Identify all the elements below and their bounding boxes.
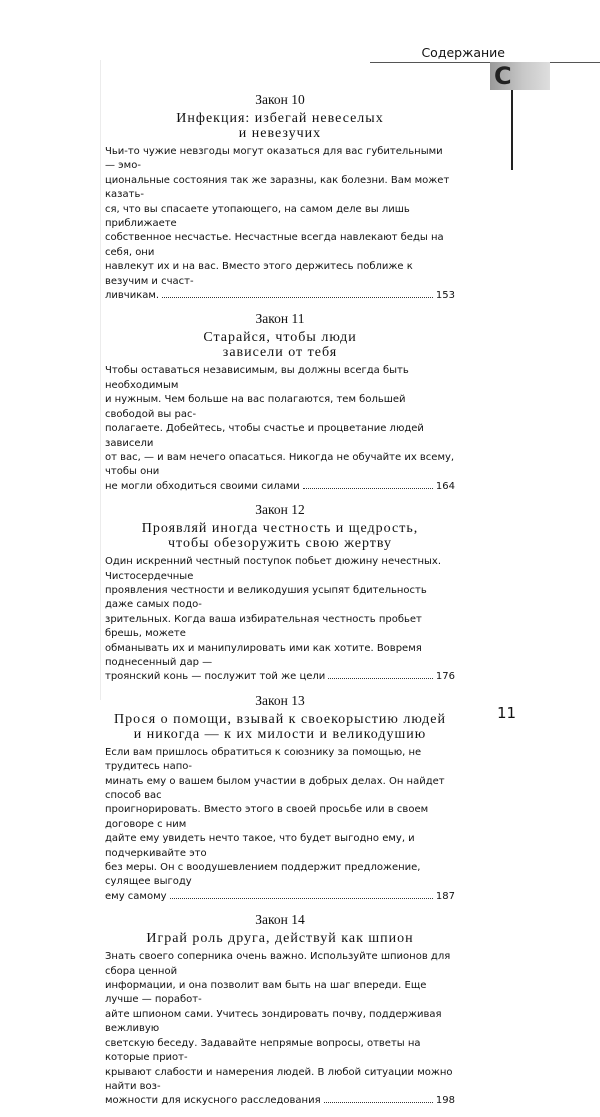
toc-content	[105, 92, 455, 1117]
law-text-line: от вас, — и вам нечего опасаться. Никогда не обучайте их всему, чтобы они	[105, 451, 455, 478]
law-title-line: Инфекция: избегай невеселых	[176, 111, 384, 126]
law-text-line: проявления честности и великодушия усыпят бдительность даже самых подо-	[105, 584, 427, 611]
law-title-line: и невезучих	[238, 126, 322, 141]
section-title: Содержание	[421, 45, 505, 60]
section-tab-letter: С	[494, 62, 512, 90]
dot-leader	[162, 297, 433, 298]
header-rule	[370, 62, 600, 63]
law-text-line: Знать своего соперника очень важно. Используйте шпионов для сбора ценной	[105, 951, 451, 977]
law-text-line: без меры. Он с воодушевлением поддержит предложение, сулящее выгоду	[105, 862, 421, 888]
dot-leader	[328, 678, 433, 679]
side-rule	[511, 90, 513, 170]
law-text-line: полагаете. Добейтесь, чтобы счастье и процветание людей зависели	[105, 423, 424, 449]
law-title-line: Проявляй иногда честность и щедрость,	[141, 521, 419, 537]
running-header	[340, 43, 590, 63]
law-text-line: проигнорировать. Вместо этого в своей просьбе или в своем договоре с ним	[105, 804, 429, 830]
law-text-line: обманывать их и манипулировать ими как хотите. Вовремя поднесенный дар —	[105, 642, 422, 668]
law-text-line: Чьи-то чужие невзгоды могут оказаться для вас губительными — эмо-	[105, 146, 443, 172]
law-text-line: светскую беседу. Задавайте непрямые вопросы, ответы на которые приот-	[105, 1037, 421, 1064]
law-title	[105, 111, 455, 141]
law-entry-10	[105, 92, 455, 303]
law-text-line: навлекут их и на вас. Вместо этого держитесь поближе к везучим и счаст-	[105, 261, 413, 287]
law-title-line: чтобы обезоружить свою жертву	[167, 536, 393, 552]
law-entry-13	[105, 693, 455, 904]
law-page-ref[interactable]	[105, 1094, 455, 1108]
law-text-line: зрительных. Когда ваша избирательная честность пробьет брешь, можете	[105, 613, 422, 640]
law-summary	[105, 746, 455, 890]
law-last-line: можности для искусного расследования	[105, 1095, 321, 1107]
page-ref-number: 153	[435, 290, 455, 302]
law-title	[105, 712, 455, 742]
law-last-line: ливчикам.	[105, 290, 160, 302]
law-text-line: Один искренний честный поступок побьет дюжину нечестных. Чистосердечные	[105, 556, 442, 582]
law-text-line: айте шпионом сами. Учитесь зондировать почву, поддерживая вежливую	[105, 1008, 442, 1035]
law-number: Закон 13	[255, 692, 305, 708]
law-text-line: информации, и она позволит вам быть на шаг впереди. Еще лучше — поработ-	[105, 980, 427, 1006]
law-page-ref[interactable]	[105, 890, 455, 904]
law-number: Закон 14	[255, 912, 305, 928]
law-text-line: и нужным. Чем больше на вас полагаются, тем большей свободой вы рас-	[105, 394, 406, 420]
law-text-line: собственное несчастье. Несчастные всегда навлекают беды на себя, они	[105, 232, 444, 258]
law-last-line: троянский конь — послужит той же цели	[105, 671, 326, 683]
law-text-line: Если вам пришлось обратиться к союзнику за помощью, не трудитесь напо-	[105, 746, 422, 773]
law-last-line: не могли обходиться своими силами	[105, 480, 300, 492]
law-title	[105, 521, 455, 551]
law-title-line: Старайся, чтобы люди	[203, 330, 357, 346]
law-title-line: Играй роль друга, действуй как шпион	[146, 931, 414, 947]
law-text-line: циональные состояния так же заразны, как болезни. Вам может казать-	[105, 174, 450, 201]
dot-leader	[324, 1102, 433, 1103]
law-number: Закон 10	[255, 92, 305, 107]
law-summary	[105, 364, 455, 479]
law-summary	[105, 145, 455, 289]
law-text-line: дайте ему увидеть нечто такое, что будет выгодно ему, и подчеркивайте это	[105, 833, 415, 859]
law-title	[105, 330, 455, 360]
law-title-line: и никогда — к их милости и великодушию	[133, 726, 427, 742]
page-ref-number: 187	[435, 890, 455, 902]
page-ref-number: 176	[435, 671, 455, 683]
law-last-line: ему самому	[105, 890, 167, 902]
section-tab	[490, 62, 550, 90]
law-entry-14	[105, 912, 455, 1108]
page-number: 11	[497, 704, 517, 722]
law-page-ref[interactable]	[105, 480, 455, 494]
law-entry-11	[105, 311, 455, 494]
law-title-line: зависели от тебя	[222, 345, 338, 361]
law-number: Закон 11	[255, 311, 305, 327]
page-ref-number: 164	[435, 480, 455, 492]
law-page-ref[interactable]	[105, 670, 455, 684]
law-page-ref[interactable]	[105, 289, 455, 303]
law-text-line: Чтобы оставаться независимым, вы должны всегда быть необходимым	[105, 365, 409, 391]
law-text-line: минать ему о вашем былом участии в добрых делах. Он найдет способ вас	[105, 775, 445, 801]
law-text-line: крывают слабости и намерения людей. В любой ситуации можно найти воз-	[105, 1066, 453, 1092]
page-ref-number: 198	[435, 1095, 455, 1107]
page-margin-line	[100, 60, 101, 700]
law-title	[105, 931, 455, 946]
dot-leader	[303, 488, 433, 489]
law-text-line: ся, что вы спасаете утопающего, на самом деле вы лишь приближаете	[105, 203, 410, 230]
law-summary	[105, 555, 455, 670]
law-entry-12	[105, 502, 455, 685]
law-number: Закон 12	[255, 502, 305, 518]
law-summary	[105, 950, 455, 1094]
law-title-line: Прося о помощи, взывай к своекорыстию людей	[114, 711, 446, 727]
dot-leader	[170, 898, 433, 899]
